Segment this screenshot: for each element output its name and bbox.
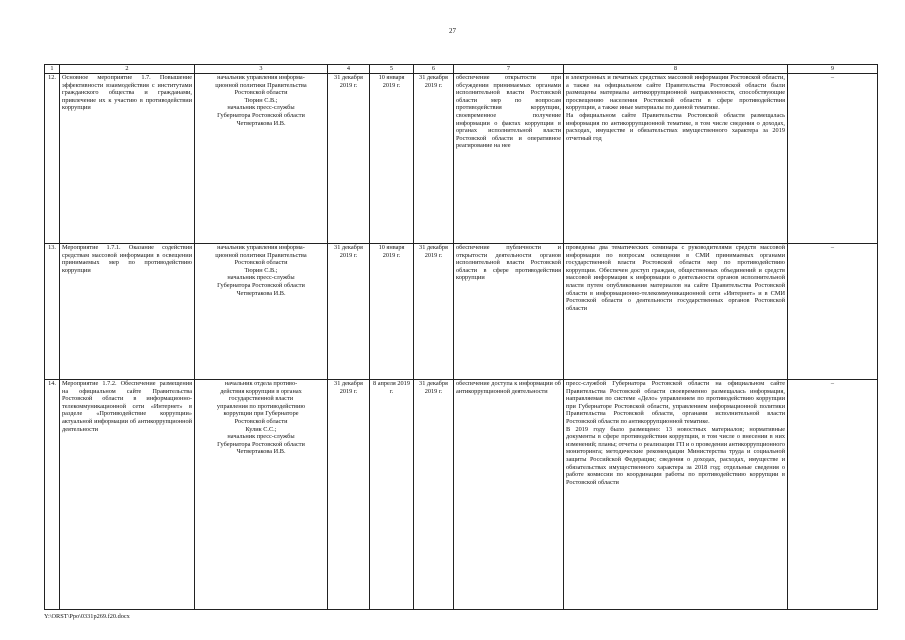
executor-line: государственной власти [228,395,294,403]
start-date: 10 января 2019 г. [370,73,414,243]
actual-paragraph: пресс-службой Губернатора Ростовской области на официальном сайте Правительства Ростовской области своевременно размещалась информация, направляемая по системе «Дело» управлением по противодействию коррупции при Губернаторе Ростовской области, управлением информационной политики Правительства Ростовской области, органами исполнительной власти Ростовской области по антикоррупционной тематике. [566,380,785,426]
executor-line: начальник пресс-службы [227,433,295,441]
header-cell: 8 [564,65,788,74]
header-cell: 9 [788,65,878,74]
row-number: 14. [45,379,60,609]
note-cell: – [788,243,878,379]
row-number: 13. [45,243,60,379]
note-cell: – [788,73,878,243]
table-row [45,243,878,379]
end-date: 31 декабря 2019 г. [414,379,454,609]
plan-date: 31 декабря 2019 г. [328,73,370,243]
executor-line: Тюрин С.В.; [244,266,278,274]
measure-cell: Мероприятие 1.7.1. Оказание содействия средствам массовой информации в освещении принимаемых мер по противодействию коррупции [60,243,195,379]
executor-line: Четвертакова И.В. [236,289,286,297]
start-date: 10 января 2019 г. [370,243,414,379]
header-cell: 6 [414,65,454,74]
end-date: 31 декабря 2019 г. [414,73,454,243]
executor-line: начальник пресс-службы [227,274,295,282]
table-row [45,379,878,609]
executor-line: Четвертакова И.В. [236,448,286,456]
header-cell: 5 [370,65,414,74]
executor-line: начальник отдела противо- [224,380,298,388]
executor-cell [195,73,328,243]
executor-line: Ростовской области [234,259,288,267]
executor-line: начальник пресс-службы [227,104,295,112]
header-cell: 4 [328,65,370,74]
executor-cell [195,243,328,379]
actual-paragraph: В 2019 году было размещено: 13 новостных материалов; нормативные документы в сфере противодействия коррупции, в том числе о внесении в них изменений; планы; отчеты о реализации ГП и о проведении антикоррупционного мониторинга; методические рекомендации Министерства труда и социальной защиты Российской Федерации; сведения о доходах, расходах, имуществе и обязательствах имущественного характера за 2018 год; отдельные сведения о работе комиссии по координации работы по противодействию коррупции в Ростовской области [566,425,785,486]
footer-file-path: Y:\ORST\Ppo\0331p269.f20.docx [44,613,130,620]
header-cell: 7 [454,65,564,74]
executor-line: Четвертакова И.В. [236,119,286,127]
executor-line: управления по противодействию [216,402,306,410]
header-cell: 2 [60,65,195,74]
actual-paragraph: в электронных и печатных средствах массовой информации Ростовской области, а также на официальном сайте Правительства Ростовской области были размещены материалы антикоррупционной направленности, способствующие просвещению населения Ростовской области в сфере противодействия коррупции, а также иные материалы по данной тематике. [566,74,785,112]
note-cell: – [788,379,878,609]
expected-result: обеспечение доступа к информации об антикоррупционной деятельности [454,379,564,609]
start-date: 8 апреля 2019 г. [370,379,414,609]
actual-result [564,379,788,609]
executor-line: Тюрин С.В.; [244,96,278,104]
executor-line: ционной политики Правительства [215,81,307,89]
executor-line: ционной политики Правительства [215,251,307,259]
executor-line: действия коррупции в органах [220,387,302,395]
page-number: 27 [449,27,456,35]
actual-result [564,243,788,379]
measure-cell: Мероприятие 1.7.2. Обеспечение размещения на официальном сайте Правительства Ростовской области в информационно-телекоммуникационной сети «Интернет» в разделе «Противодействие коррупции» актуальной информации об антикоррупционной деятельности [60,379,195,609]
actual-paragraph: проведены два тематических семинара с руководителями средств массовой информации по вопросам освещения в СМИ принимаемых органами государственной власти Ростовской области мер по противодействию коррупции. Обеспечен доступ граждан, общественных объединений и средств массовой информации к информации о деятельности органов исполнительной власти путем опубликования материалов на сайте Правительства Ростовской области в информационно-телекоммуникационной сети «Интернет» и в СМИ Ростовской области о деятельности государственных органов Ростовской области [566,244,785,312]
executor-line: Кулик С.С.; [245,425,277,433]
header-cell: 3 [195,65,328,74]
executor-line: Ростовской области [234,418,288,426]
plan-date: 31 декабря 2019 г. [328,379,370,609]
header-cell: 1 [45,65,60,74]
executor-line: Губернатора Ростовской области [217,440,305,448]
measure-cell: Основное мероприятие 1.7. Повышение эффективности взаимодействия с институтами гражданского общества и гражданами, привлечение их к участию в противодействии коррупции [60,73,195,243]
plan-date: 31 декабря 2019 г. [328,243,370,379]
report-table [44,64,878,610]
row-number: 12. [45,73,60,243]
actual-result [564,73,788,243]
executor-cell [195,379,328,609]
executor-line: Ростовской области [234,89,288,97]
executor-line: начальник управления информа- [217,74,305,82]
executor-line: Губернатора Ростовской области [217,112,305,120]
expected-result: обеспечение открытости при обсуждении принимаемых органами исполнительной власти Ростовской области мер по вопросам противодействия коррупции, своевременное получение информации о фактах коррупции в органах исполнительной власти Ростовской области и оперативное реагирование на нее [454,73,564,243]
table-row [45,73,878,243]
executor-line: начальник управления информа- [217,244,305,252]
expected-result: обеспечение публичности и открытости деятельности органов исполнительной власти Ростовской области в сфере противодействия коррупции [454,243,564,379]
end-date: 31 декабря 2019 г. [414,243,454,379]
actual-paragraph: На официальном сайте Правительства Ростовской области размещалась информация по антикоррупционной тематике, в том числе сведения о доходах, расходах, имуществе и обязательствах имущественного характера за 2019 отчетный год [566,112,785,142]
executor-line: коррупции при Губернаторе [223,410,299,418]
header-row [45,65,878,74]
executor-line: Губернатора Ростовской области [217,282,305,290]
